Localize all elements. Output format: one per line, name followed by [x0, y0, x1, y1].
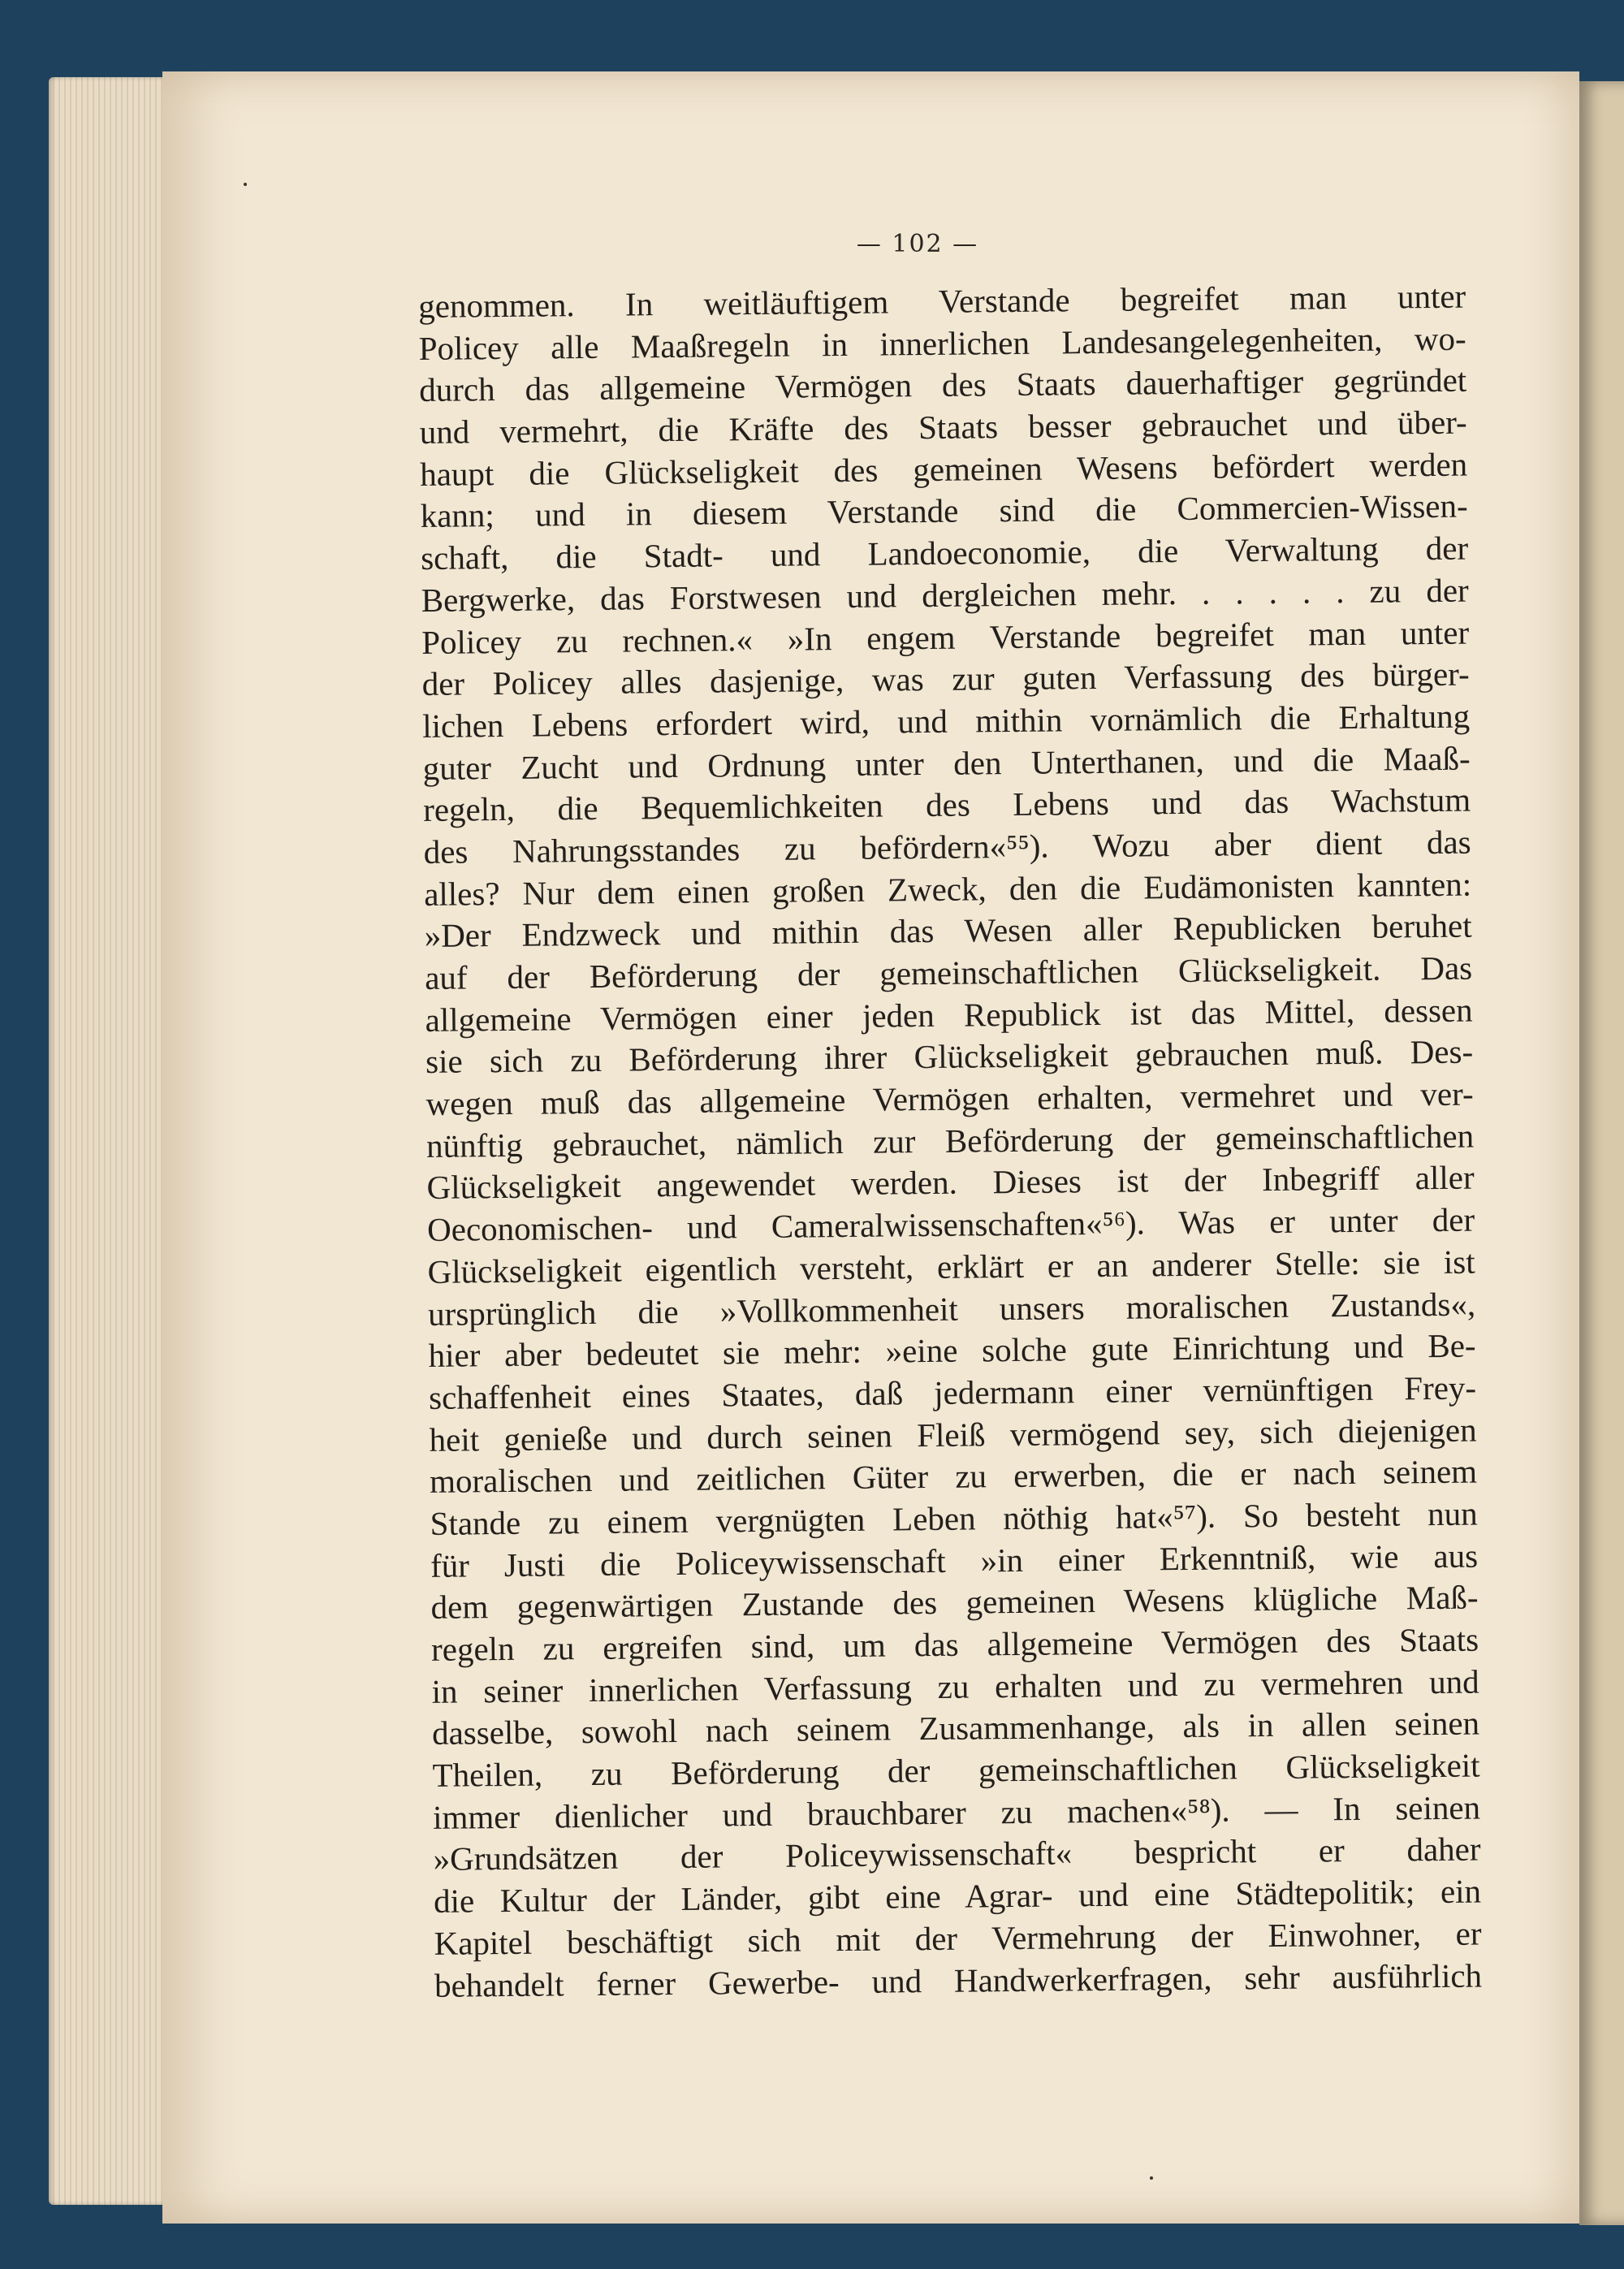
text-line: alles? Nur dem einen großen Zweck, den die Eudämonisten kannten: [423, 865, 1472, 913]
text-line: Bergwerke, das Forstwesen und dergleichen mehr. . . . . . zu der [421, 571, 1469, 619]
text-line: auf der Beförderung der gemeinschaftlichen Glückseligkeit. Das [424, 949, 1473, 996]
page-edges-stack [49, 77, 179, 2205]
text-line: dem gegenwärtigen Zustande des gemeinen Wesens klügliche Maß- [430, 1578, 1479, 1627]
text-line: durch das allgemeine Vermögen des Staats dauerhaftiger gegründet [419, 361, 1467, 409]
text-line: genommen. In weitläuftigem Verstande begreifet man unter [418, 277, 1466, 325]
facing-page-edge [1579, 81, 1624, 2225]
text-line: lichen Lebens erfordert wird, und mithin vornämlich die Erhaltung [421, 697, 1471, 745]
text-line: regeln zu ergreifen sind, um das allgemeine Vermögen des Staats [430, 1620, 1479, 1668]
text-line: behandelt ferner Gewerbe- und Handwerkerfragen, sehr ausführlich [434, 1956, 1483, 2004]
text-line: und vermehrt, die Kräfte des Staats besser gebrauchet und über- [419, 403, 1467, 452]
text-line: regeln, die Bequemlichkeiten des Lebens und das Wachstum [422, 780, 1471, 829]
text-line: hier aber bedeutet sie mehr: »eine solche gute Einrichtung und Be- [428, 1326, 1476, 1375]
body-text [418, 276, 1482, 2007]
text-line: Policey zu rechnen.« »In engem Verstande begreifet man unter [421, 613, 1470, 661]
text-line: schaft, die Stadt- und Landoeconomie, die Verwaltung der [420, 529, 1469, 577]
text-line: Oeconomischen- und Cameralwissenschaften«⁵⁶). Was er unter der [426, 1200, 1475, 1249]
text-line: nünftig gebrauchet, nämlich zur Beförderung der gemeinschaftlichen [425, 1117, 1475, 1165]
text-line: »Grundsätzen der Policeywissenschaft« bespricht er daher [433, 1830, 1481, 1878]
speck-mark [1150, 2176, 1153, 2180]
text-line: kann; und in diesem Verstande sind die Commercien-Wissen- [420, 487, 1468, 535]
text-line: heit genieße und durch seinen Fleiß vermögend sey, sich diejenigen [429, 1411, 1477, 1459]
text-line: in seiner innerlichen Verfassung zu erhalten und zu vermehren und [431, 1662, 1479, 1710]
text-line: die Kultur der Länder, gibt eine Agrar- und eine Städtepolitik; ein [433, 1872, 1482, 1921]
text-line: Kapitel beschäftigt sich mit der Vermehrung der Einwohner, er [434, 1914, 1482, 1962]
text-line: der Policey alles dasjenige, was zur guten Verfassung des bürger- [421, 655, 1470, 703]
text-line: Stande zu einem vergnügten Leben nöthig hat«⁵⁷). So besteht nun [430, 1494, 1478, 1542]
text-line: Glückseligkeit eigentlich versteht, erklärt er an anderer Stelle: sie ist [427, 1243, 1475, 1290]
text-line: ursprünglich die »Vollkommenheit unsers moralischen Zustands«, [427, 1285, 1476, 1333]
text-line: für Justi die Policeywissenschaft »in einer Erkenntniß, wie aus [430, 1536, 1479, 1584]
page-number: — 102 — [856, 230, 979, 258]
text-line: immer dienlicher und brauchbarer zu machen«⁵⁸). — In seinen [432, 1788, 1481, 1836]
text-line: guter Zucht und Ordnung unter den Unterthanen, und die Maaß- [422, 739, 1471, 787]
text-line: schaffenheit eines Staates, daß jedermann einer vernünftigen Frey- [428, 1368, 1477, 1416]
text-line: wegen muß das allgemeine Vermögen erhalten, vermehret und ver- [425, 1074, 1474, 1123]
text-line: »Der Endzweck und mithin das Wesen aller Republicken beruhet [424, 906, 1472, 955]
text-line: Theilen, zu Beförderung der gemeinschaftlichen Glückseligkeit [432, 1746, 1480, 1794]
speck-mark [244, 183, 247, 186]
text-line: moralischen und zeitlichen Güter zu erwerben, die er nach seinem [429, 1452, 1478, 1501]
text-line: haupt die Glückseligkeit des gemeinen Wesens befördert werden [420, 445, 1468, 493]
text-line: Glückseligkeit angewendet werden. Dieses ist der Inbegriff aller [426, 1159, 1475, 1207]
text-line: des Nahrungsstandes zu befördern«⁵⁵). Wozu aber dient das [423, 823, 1471, 871]
text-line: allgemeine Vermögen einer jeden Republick ist das Mittel, dessen [425, 991, 1473, 1039]
text-line: dasselbe, sowohl nach seinem Zusammenhange, als in allen seinen [431, 1704, 1480, 1753]
text-line: Policey alle Maaßregeln in innerlichen Landesangelegenheiten, wo- [418, 319, 1466, 367]
text-line: sie sich zu Beförderung ihrer Glückseligkeit gebrauchen muß. Des- [425, 1032, 1474, 1081]
